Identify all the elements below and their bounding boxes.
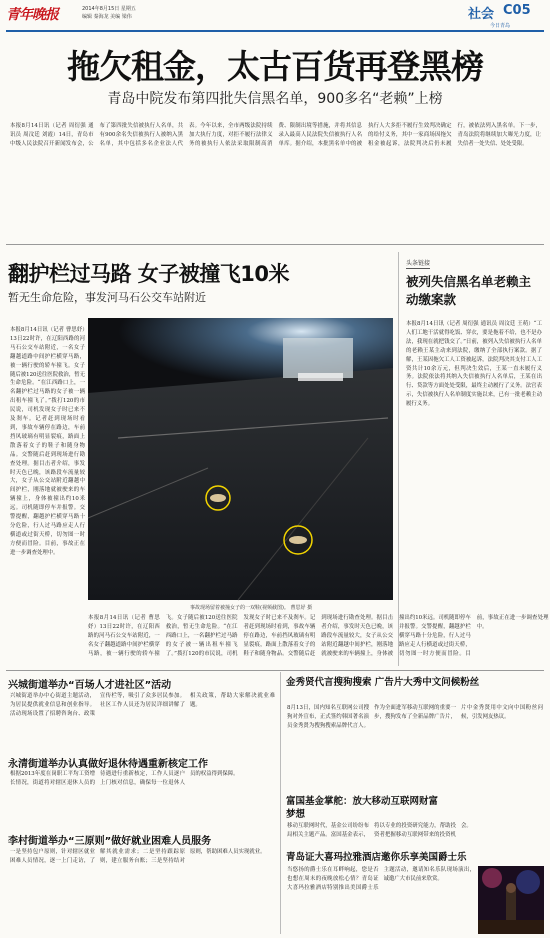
section-name: 社会 — [468, 7, 495, 22]
jazz-stage-illustration — [478, 866, 544, 934]
lead-divider — [6, 244, 544, 245]
date-line: 2014年8月15日 星期五 — [82, 6, 136, 12]
article-body: 一是坚持包户原则，针对辖区就业困难人员情况，逐一上门走访，了解其就业需求；二是坚持跟踪原则，建立服务台账；三是坚持结对原则，帮助困难人员实现就业。 — [10, 849, 266, 864]
article-body: 当悠扬的爵士乐在耳畔响起，您是否也想在周末的夜晚放松心情？青岛证大喜玛拉雅酒店特别推出美国爵士乐主题活动，邀请知名乐队现场演出，诚邀广大市民前来欣赏。 — [287, 867, 475, 891]
article-title: 兴城街道举办“百场人才进社区”活动 — [8, 680, 172, 691]
newspaper-logo: 青年晚报 — [6, 7, 58, 23]
article-body: 移动互联网时代，基金公司纷纷布局相关主题产品。富国基金表示，将以专业的投资研究能力，帮助投资者把握移动互联网带来的投资机会。 — [287, 823, 472, 838]
article-title: 金秀贤代言搜狗搜索 广告片大秀中文问候粉丝 — [286, 677, 480, 688]
story2-subheadline: 暂无生命危险，事发河马石公交车站附近 — [8, 291, 206, 304]
article-body: 根据2013年度在岗职工平均工资增长情况，街道将对辖区退休人员的待遇进行重新核定，工作人员逐户上门核对信息，确保每一位退休人员的权益得到保障。 — [10, 771, 239, 786]
lead-subheadline: 青岛中院发布第四批失信黑名单，900多名“老赖”上榜 — [107, 91, 443, 107]
page-number: C05 — [503, 3, 531, 18]
lead-body: 本报8月14日讯（记者 周衍强 通讯员 周汶廷 刘霞）14日，青岛市中级人民法院召开新闻发布会，公布了第四批失信被执行人名单，共有900余名失信被执行人被纳入黑名单，其中包括多名企业法人代表。今年以来，全市两级法院持续加大执行力度，对拒不履行法律义务的被执行人依法采取限制高消费、限制出境等措施，并将其信息录入最高人民法院失信被执行人名单库。据介绍，本批黑名单中的被执行人大多拒不履行生效判决确定的给付义务，其中一家商场因拖欠租金被起诉，法院判决后仍未履行，被依法列入黑名单。下一步，青岛法院将继续加大曝光力度，让失信者一处失信、处处受限。 — [10, 123, 541, 147]
article-body: 8月13日，国内知名互联网公司搜狗对外宣布，正式签约韩国著名演员金秀贤为搜狗搜索品牌代言人。作为全面进军移动互联网的重要一步，搜狗发布了全新品牌广告片，片中金秀贤用中文向中国粉丝问候，引发网友热议。 — [287, 705, 543, 729]
sidebar-tag: 头条链接 — [406, 260, 431, 267]
sidebar-body: 本报8月14日讯（记者 周衍强 通讯员 周汶廷 王萌）“工人们工地干活就得吃饭、穿衣，要是拖着不给，也不是办法，我现在就把钱交了。”日前，被列入失信被执行人名单的老赖王某主动来到法院，缴纳了全部执行案款。据了解，王某因拖欠工人工资被起诉，法院判决其支付工人工资共计10余万元，但判决生效后，王某一直未履行义务。法院依法将其纳入失信被执行人名单后，王某在出行、贷款等方面处处受限，最终主动履行了义务。法官表示，失信被执行人名单制度实施以来，已有一批老赖主动履行义务。 — [406, 321, 542, 408]
jazz-photo — [478, 866, 544, 934]
article-title: 青岛证大喜玛拉雅酒店邀你乐享美国爵士乐 — [286, 852, 467, 863]
bottom-column-divider — [280, 672, 281, 934]
section-subtitle: 今日青岛 — [490, 23, 511, 29]
article-title: 李村街道举办“三原则”做好就业困难人员服务 — [8, 836, 212, 847]
story2-body-bottom: 本报8月14日讯（记者 曹思妤）13日22时许，在辽阳西路的河马石公交车站附近，一名女子翻越道路中间护栏横穿马路，被一辆行驶的轿车撞飞。女子随后被120送往医院救治，暂无生命危险。“在江西路口上，一名翻护栏过马路的女子被一辆出租车撞飞了。”拨打120的市民说，司机发现女子时已来不及刹车。记者赶到现场时看到，事故车辆停在路边，车前挡风玻璃有明显裂痕，路面上散落着女子的鞋子和随身物品。交警随后赶到现场进行勘查处理。据目击者介绍，事发时天色已晚，该路段车流量较大，女子从公交站附近翻越中间护栏，刚落地就被驶来的车辆撞上，身体被撞出约10米远。司机随即停车并报警。交警提醒，翻越护栏横穿马路十分危险，行人过马路应走人行横道或过街天桥，切勿图一时方便而冒险。目前，事故正在进一步调查处理中。 — [88, 615, 549, 657]
masthead-rule — [6, 30, 544, 32]
article-title: 永清街道举办认真做好退休待遇重新核定工作 — [8, 759, 208, 770]
lead-headline: 拖欠租金，太古百货再登黑榜 — [67, 47, 483, 86]
article-body: 兴城街道举办中心街道主题活动，为居民提供就业信息和创业指导。活动现场设置了招聘咨询台、政策宣传栏等，吸引了众多居民参加。社区工作人员还为居民详细讲解了相关政策，帮助大家解决就业难题。 — [10, 693, 275, 717]
story2-headline: 翻护栏过马路 女子被撞飞10米 — [8, 262, 290, 286]
sidebar-headline: 被列失信黑名单老赖主动缴案款 — [406, 274, 532, 307]
editor-line: 编辑 秦海龙 美编 梁伟 — [82, 14, 132, 20]
accident-photo — [88, 318, 393, 600]
story2-body-left: 本报8月14日讯（记者 曹思妤）13日22时许，在辽阳西路的河马石公交车站附近，一名女子翻越道路中间护栏横穿马路，被一辆行驶的轿车撞飞。女子随后被120送往医院救治，暂无生命危险。“在江西路口上，一名翻护栏过马路的女子被一辆出租车撞飞了。”拨打120的市民说，司机发现女子时已来不及刹车。记者赶到现场时看到，事故车辆停在路边，车前挡风玻璃有明显裂痕，路面上散落着女子的鞋子和随身物品。交警随后赶到现场进行勘查处理。据目击者介绍，事发时天色已晚，该路段车流量较大，女子从公交站附近翻越中间护栏，刚落地就被驶来的车辆撞上，身体被撞出约10米远。司机随即停车并报警。交警提醒，翻越护栏横穿马路十分危险，行人过马路应走人行横道或过街天桥，切勿图一时方便而冒险。目前，事故正在进一步调查处理中。 — [10, 327, 85, 556]
bottom-divider — [6, 670, 544, 671]
accident-scene-illustration — [88, 318, 393, 600]
sidebar-divider — [398, 252, 399, 666]
photo-caption: 事故现场留着被撞女子的一双鞋(视频截图)。 曹思妤 摄 — [190, 605, 313, 611]
article-title: 富国基金掌舵：放大移动互联网财富梦想 — [286, 796, 439, 820]
